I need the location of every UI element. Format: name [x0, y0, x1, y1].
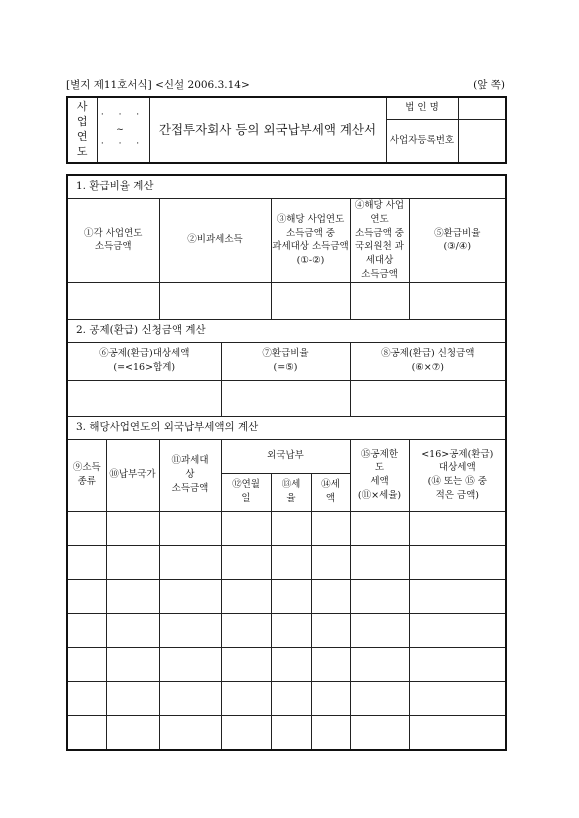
biz-reg-field[interactable]	[458, 119, 506, 163]
s3-col-tax: ⑭세 액	[311, 473, 350, 511]
cell[interactable]	[409, 681, 506, 715]
cell[interactable]	[311, 613, 350, 647]
cell[interactable]	[67, 613, 106, 647]
page-side-label: (앞 쪽)	[473, 79, 505, 91]
cell[interactable]	[409, 511, 506, 545]
cell[interactable]	[350, 681, 409, 715]
cell[interactable]	[350, 579, 409, 613]
s1-col-foreign-taxable: ④해당 사업연도 소득금액 중 국외원천 과세대상 소득금액	[350, 199, 409, 283]
cell[interactable]	[409, 579, 506, 613]
cell[interactable]	[409, 613, 506, 647]
cell[interactable]	[159, 681, 221, 715]
cell[interactable]	[67, 511, 106, 545]
s2-col-deductible: ⑥공제(환급)대상세액 (=<16>합계)	[67, 342, 221, 380]
title-block	[66, 96, 507, 164]
cell[interactable]	[311, 681, 350, 715]
cell[interactable]	[409, 647, 506, 681]
cell[interactable]	[409, 715, 506, 750]
business-year-label: 사 업 연 도	[67, 97, 97, 163]
calculation-form	[66, 174, 507, 751]
form-reference: [별지 제11호서식] <신설 2006.3.14>	[66, 79, 250, 91]
cell[interactable]	[221, 715, 271, 750]
cell[interactable]	[159, 579, 221, 613]
cell[interactable]	[221, 681, 271, 715]
cell[interactable]	[67, 579, 106, 613]
s3-col-taxable: ⑪과세대 상 소득금액	[159, 439, 221, 511]
cell[interactable]	[67, 545, 106, 579]
cell[interactable]	[350, 511, 409, 545]
s2-claim-field[interactable]	[350, 380, 506, 416]
cell[interactable]	[106, 613, 159, 647]
s3-col-rate: ⑬세 율	[271, 473, 311, 511]
s1-taxable-field[interactable]	[271, 282, 350, 319]
s1-col-taxable: ③해당 사업연도 소득금액 중 과세대상 소득금액 (①-②)	[271, 199, 350, 283]
cell[interactable]	[271, 545, 311, 579]
section3-title: 3. 해당사업연도의 외국납부세액의 계산	[67, 416, 506, 439]
cell[interactable]	[67, 715, 106, 750]
cell[interactable]	[311, 511, 350, 545]
cell[interactable]	[311, 715, 350, 750]
table-row	[67, 647, 506, 681]
cell[interactable]	[106, 681, 159, 715]
cell[interactable]	[159, 715, 221, 750]
table-row	[67, 613, 506, 647]
cell[interactable]	[106, 545, 159, 579]
s3-col-amount: <16>공제(환급) 대상세액 (⑭ 또는 ⑮ 중 적은 금액)	[409, 439, 506, 511]
cell[interactable]	[106, 715, 159, 750]
business-year-period: · · · ~ · · ·	[97, 97, 149, 163]
table-row	[67, 579, 506, 613]
s1-nontaxable-field[interactable]	[159, 282, 271, 319]
cell[interactable]	[350, 545, 409, 579]
s2-col-claim: ⑧공제(환급) 신청금액 (⑥×⑦)	[350, 342, 506, 380]
cell[interactable]	[221, 579, 271, 613]
cell[interactable]	[271, 579, 311, 613]
document-title: 간접투자회사 등의 외국납부세액 계산서	[149, 97, 386, 163]
s1-col-income: ①각 사업연도 소득금액	[67, 199, 159, 283]
cell[interactable]	[350, 647, 409, 681]
section2-title: 2. 공제(환급) 신청금액 계산	[67, 319, 506, 342]
table-row	[67, 545, 506, 579]
cell[interactable]	[271, 647, 311, 681]
cell[interactable]	[159, 613, 221, 647]
cell[interactable]	[221, 545, 271, 579]
table-row	[67, 715, 506, 750]
cell[interactable]	[159, 511, 221, 545]
s1-col-nontaxable: ②비과세소득	[159, 199, 271, 283]
cell[interactable]	[159, 545, 221, 579]
cell[interactable]	[311, 545, 350, 579]
s2-deductible-field[interactable]	[67, 380, 221, 416]
cell[interactable]	[67, 647, 106, 681]
s1-col-refund-rate: ⑤환급비율 (③/④)	[409, 199, 506, 283]
cell[interactable]	[271, 681, 311, 715]
section1-title: 1. 환급비율 계산	[67, 175, 506, 199]
cell[interactable]	[271, 511, 311, 545]
s2-refund-rate-field[interactable]	[221, 380, 350, 416]
table-row	[67, 681, 506, 715]
cell[interactable]	[221, 647, 271, 681]
cell[interactable]	[311, 579, 350, 613]
s3-col-limit: ⑮공제한 도 세액 (⑪×세율)	[350, 439, 409, 511]
s3-col-income-type: ⑨소득 종류	[67, 439, 106, 511]
cell[interactable]	[106, 647, 159, 681]
cell[interactable]	[106, 511, 159, 545]
s3-col-date: ⑫연월 일	[221, 473, 271, 511]
table-row	[67, 511, 506, 545]
cell[interactable]	[350, 613, 409, 647]
cell[interactable]	[409, 545, 506, 579]
corp-name-label: 법 인 명	[386, 97, 458, 119]
s1-foreign-taxable-field[interactable]	[350, 282, 409, 319]
cell[interactable]	[106, 579, 159, 613]
s3-col-foreign-paid: 외국납부	[221, 439, 350, 473]
cell[interactable]	[271, 715, 311, 750]
cell[interactable]	[67, 681, 106, 715]
cell[interactable]	[221, 613, 271, 647]
s1-refund-rate-field[interactable]	[409, 282, 506, 319]
cell[interactable]	[350, 715, 409, 750]
cell[interactable]	[221, 511, 271, 545]
s3-col-country: ⑩납부국가	[106, 439, 159, 511]
cell[interactable]	[159, 647, 221, 681]
cell[interactable]	[271, 613, 311, 647]
corp-name-field[interactable]	[458, 97, 506, 119]
s2-col-refund-rate: ⑦환급비율 (=⑤)	[221, 342, 350, 380]
s1-income-field[interactable]	[67, 282, 159, 319]
biz-reg-label: 사업자등록번호	[386, 119, 458, 163]
cell[interactable]	[311, 647, 350, 681]
